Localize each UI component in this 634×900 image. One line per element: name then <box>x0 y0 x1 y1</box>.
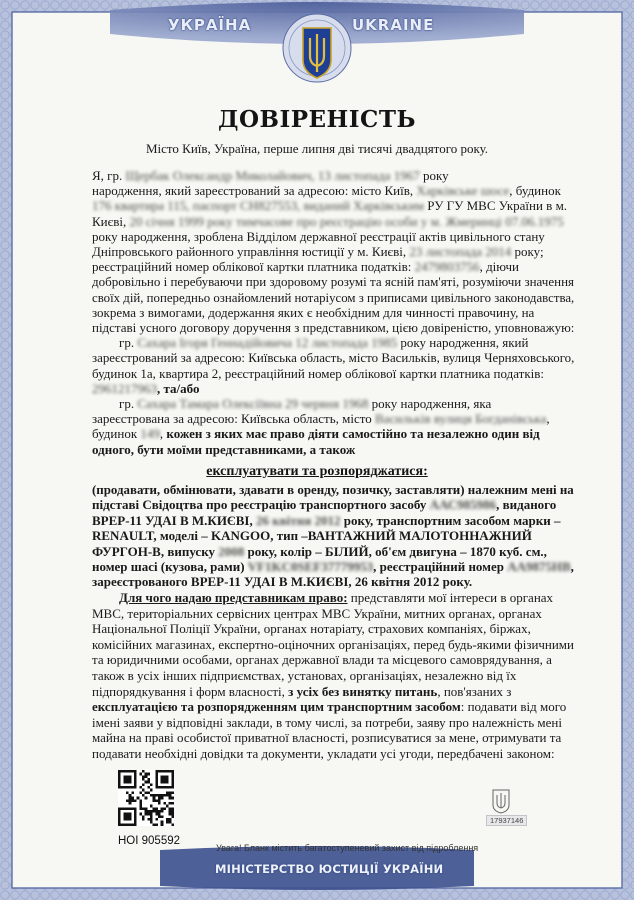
text-span: своїх дій, попередньо ознайомлений нотаріусом з приписами цивільного законодавства, <box>92 289 575 305</box>
redacted-text: 12 листопада 1985 <box>295 335 398 351</box>
text-line <box>92 350 575 366</box>
text-span: зареєстрована за адресою: Київська область, місто <box>92 411 375 427</box>
text-span: , <box>159 426 167 442</box>
text-line <box>92 259 574 274</box>
text-span: Києві, <box>92 213 130 229</box>
text-span: експлуатацією та розпорядженням цим транспортним засобом <box>92 699 461 715</box>
text-span: року; <box>511 244 544 259</box>
text-span: підставі Свідоцтва про реєстрацію транспортного засобу <box>92 497 430 513</box>
text-span: , діючи <box>479 259 520 275</box>
text-span: з усіх без винятку питань <box>288 683 438 699</box>
text-span: кожен з яких має право діяти самостійно та незалежно один від <box>166 426 540 442</box>
text-line <box>119 396 574 411</box>
text-line <box>92 684 574 699</box>
text-line <box>92 274 574 289</box>
redacted-text: 23 листопада 2014 <box>409 244 512 259</box>
small-trident-icon <box>490 788 512 814</box>
redacted-text: Щербак Олександр Миколайович, <box>125 168 315 183</box>
text-line <box>92 366 574 381</box>
text-line <box>119 335 574 350</box>
text-span: року <box>419 168 449 183</box>
text-span: , будинок <box>509 183 561 199</box>
text-line <box>92 426 574 441</box>
trident-emblem-icon <box>297 22 337 82</box>
section-heading: експлуатувати та розпоряджатися: <box>206 464 428 479</box>
redacted-text: 20 січня 1999 року тимчасове про реєстрацію особи у м. Жмеринці 07.06.1975 <box>129 213 564 229</box>
redacted-text: ААС985986 <box>429 497 497 513</box>
text-line <box>92 544 574 559</box>
banner-ukraine-ua: УКРАЇНА <box>168 16 252 34</box>
text-span: RENAULT, моделі – KANGOO, тип –ВАНТАЖНИЙ МАЛОТОННАЖНИЙ <box>92 528 532 544</box>
redacted-text: 176 квартира 115, паспорт СН827553, виданий Харківським <box>92 198 425 214</box>
redacted-text: VF1KC0SEF37779953 <box>247 559 374 574</box>
text-line <box>92 528 574 543</box>
text-line <box>92 513 574 528</box>
banner-ukraine-en: UKRAINE <box>352 16 435 34</box>
text-span: року народження, зроблена Відділом державної реєстрації актів цивільного стану <box>92 228 545 244</box>
text-span: Я, гр. <box>92 168 126 183</box>
text-span: зареєстрований за адресою: Київська область, місто Васильків, вулиця Черняховського, <box>92 350 575 366</box>
text-span: майна на праві особистої приватної власності, розписуватися за мене, отримувати та <box>92 730 562 746</box>
text-span: РУ ГУ МВС України в м. <box>424 198 568 214</box>
text-span: : подавати від мого <box>460 699 567 715</box>
text-line <box>92 381 574 396</box>
text-span: МВС, територіальних сервісних центрах МВС України, митних органах, органах <box>92 605 542 621</box>
text-span: народження, який зареєстрований за адресою: місто Київ, <box>92 183 417 199</box>
text-span: підпорядкування і форм власності, <box>92 683 289 699</box>
text-span: зокрема з вимогами, додержання яких є необхідним для чинності правочину, на <box>92 304 535 320</box>
text-line <box>92 482 574 497</box>
text-span: імені заяви у відповідні заклади, в тому числі, за потреби, заяву про належність мені <box>92 714 562 730</box>
redacted-text: Сахара Ігоря Геннадійовича <box>137 335 293 351</box>
document-title: ДОВІРЕНІСТЬ <box>218 106 416 133</box>
text-span: одного, бути моїми представниками, а також <box>92 441 356 457</box>
redacted-text: 2961217963 <box>92 380 157 396</box>
text-span: гр. <box>119 396 138 411</box>
serial-number: 17937146 <box>486 815 527 826</box>
text-line <box>92 183 574 198</box>
text-span: також в усіх інших підприємствах, установах, організаціях, незалежно від їх <box>92 668 517 683</box>
qr-code-icon <box>118 770 174 826</box>
text-line <box>92 320 573 335</box>
text-line <box>92 168 574 183</box>
text-line <box>92 637 573 652</box>
text-line <box>92 715 574 730</box>
text-line <box>92 574 574 589</box>
text-line <box>92 606 574 621</box>
text-span: року народження, який <box>397 335 529 351</box>
text-line <box>92 730 574 745</box>
text-span: , виданого <box>496 497 557 513</box>
text-span: будинок 1а, квартира 2, реєстраційний номер облікової картки платника податків: <box>92 365 545 381</box>
redacted-text: 13 листопада 1967 <box>317 168 420 183</box>
text-span: , реєстраційний номер <box>373 559 508 574</box>
text-span: ВРЕР-11 УДАІ В М.КИЄВІ, <box>92 512 256 528</box>
redacted-text: Васильків вулиця Богданівська <box>375 411 547 427</box>
ministry-name: МІНІСТЕРСТВО ЮСТИЦІЇ УКРАЇНИ <box>215 862 444 876</box>
redacted-text: 2008 <box>218 543 245 559</box>
text-span: представляти мої інтереси в органах <box>347 590 554 605</box>
text-span: (продавати, обмінювати, здавати в оренду, позичку, заставляти) належним мені на <box>92 482 574 497</box>
text-line <box>92 289 575 305</box>
text-span: Дніпровського районного управління юстиції у м. Києві, <box>92 244 410 259</box>
text-span: комісійних магазинах, експертно-оціночних організаціях, перед будь-якими фізичними <box>92 636 574 652</box>
text-line <box>92 652 574 667</box>
text-span: Для чого надаю представникам право: <box>119 590 348 605</box>
text-span: року, транспортним засобом марки – <box>340 512 561 528</box>
redacted-text: АА9875НВ <box>507 559 571 574</box>
text-span: ФУРГОН-В, випуску <box>92 543 219 559</box>
text-span: реєстраційний номер облікової картки платника податків: <box>92 259 415 275</box>
text-line <box>92 305 574 320</box>
text-line <box>92 497 574 512</box>
text-span: року, колір – БІЛИЙ, об'єм двигуна – 1870 куб. см., <box>244 543 547 559</box>
text-span: Національної Поліції України, органах нотаріату, страхових компаніях, біржах, <box>92 621 531 637</box>
text-span: підставі усного договору доручення з представником, цією довіреністю, уповноважую: <box>92 320 575 335</box>
text-line <box>92 411 574 426</box>
text-span: та юридичними особами, органах державної влади та місцевого самоврядування, а <box>92 652 552 668</box>
text-span: року народження, яка <box>368 396 492 411</box>
text-span: , пов'язаних з <box>437 683 512 699</box>
text-line <box>92 442 574 457</box>
text-span: , <box>570 559 574 574</box>
text-line <box>119 590 574 605</box>
text-line <box>92 229 574 244</box>
redacted-text: 29 червня 1968 <box>284 396 369 411</box>
text-span: , <box>546 411 550 427</box>
text-span: подавати необхідні довідки та документи, укладати усі угоди, передбачені законом: <box>92 746 555 761</box>
text-span: будинок <box>92 426 141 442</box>
text-line <box>92 559 573 574</box>
security-warning: Увага! Бланк містить багатоступеневий захист від підроблення <box>216 843 479 853</box>
blank-number: НОІ 905592 <box>118 835 181 847</box>
text-span: , та/або <box>157 380 200 396</box>
text-line <box>92 668 574 683</box>
text-line <box>92 214 574 229</box>
redacted-text: 26 квітня 2012 <box>255 512 341 528</box>
text-span: номер шасі (кузова, рами) <box>92 559 248 574</box>
document-dateline: Місто Київ, Україна, перше липня дві тисячі двадцятого року. <box>145 141 489 156</box>
text-line <box>92 244 574 259</box>
text-line <box>92 198 574 213</box>
text-span: добровільно і перебуваючи при здоровому розумі та ясній пам'яті, розуміючи значення <box>92 274 575 290</box>
text-span: гр. <box>119 335 138 351</box>
text-span: зареєстрованого ВРЕР-11 УДАІ В М.КИЄВІ, 26 квітня 2012 року. <box>92 574 473 590</box>
text-line <box>92 621 574 636</box>
text-line <box>92 699 574 714</box>
redacted-text: 2479803756 <box>414 259 480 275</box>
redacted-text: Сахара Тамара Олексіївна <box>137 396 282 411</box>
redacted-text: Харківське шосе <box>416 183 510 199</box>
text-line <box>92 746 574 761</box>
redacted-text: 149 <box>140 426 160 442</box>
